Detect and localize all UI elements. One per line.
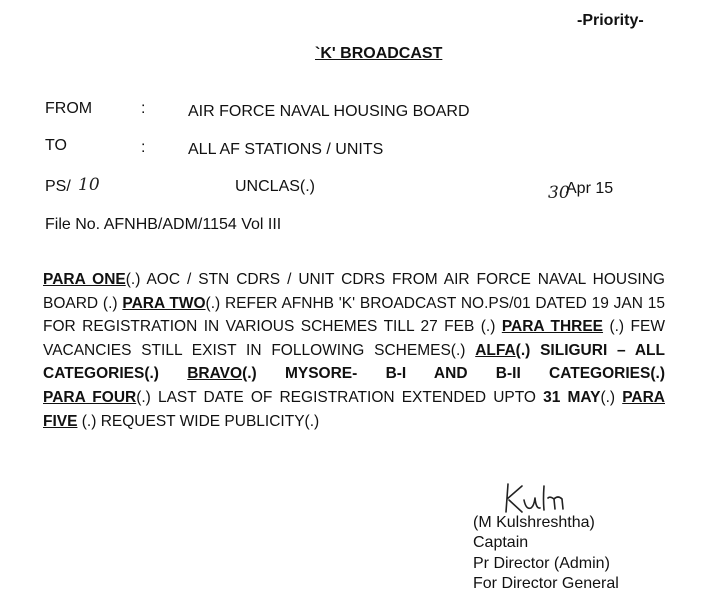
from-value: AIR FORCE NAVAL HOUSING BOARD: [188, 103, 470, 120]
para-two: PARA TWO: [122, 294, 206, 312]
message-body: [43, 268, 665, 433]
priority-label: -Priority-: [577, 12, 644, 29]
body-line-2: BOARD (.) PARA TWO(.) REFER AFNHB 'K' BROADCAST NO.PS/01 DATED 19 JAN 15: [43, 294, 665, 312]
signature-image: [500, 482, 580, 518]
alfa: ALFA: [475, 341, 516, 359]
body-line-5: CATEGORIES(.) BRAVO(.) MYSORE- B-I AND B-II CATEGORIES(.): [43, 365, 665, 383]
para-three: PARA THREE: [501, 318, 604, 336]
body-line-4: VACANCIES STILL EXIST IN FOLLOWING SCHEMES(.) ALFA(.) SILIGURI – ALL: [43, 341, 665, 359]
to-separator: :: [141, 139, 146, 156]
para-four: PARA FOUR: [43, 388, 137, 406]
para-five-a: PARA: [622, 388, 665, 406]
from-label: FROM: [45, 100, 93, 117]
classification: UNCLAS(.): [235, 178, 316, 195]
signatory-name: (M Kulshreshtha): [473, 514, 595, 531]
body-line-7: FIVE (.) REQUEST WIDE PUBLICITY(.): [43, 412, 320, 430]
body-line-1: PARA ONE(.) AOC / STN CDRS / UNIT CDRS FROM AIR FORCE NAVAL HOUSING: [43, 271, 665, 288]
date-month-year: Apr 15: [566, 180, 614, 197]
signatory-rank: Captain: [473, 534, 529, 551]
signatory-designation: Pr Director (Admin): [473, 555, 610, 572]
document-title: `K' BROADCAST: [315, 45, 443, 62]
date-day: 30: [548, 183, 570, 203]
body-line-3: FOR REGISTRATION IN VARIOUS SCHEMES TILL 27 FEB (.) PARA THREE (.) FEW: [43, 318, 665, 336]
to-label: TO: [45, 137, 67, 154]
para-one: PARA ONE: [43, 271, 126, 288]
to-value: ALL AF STATIONS / UNITS: [188, 141, 384, 158]
signatory-on-behalf: For Director General: [473, 575, 619, 592]
bravo: BRAVO: [187, 365, 243, 383]
from-separator: :: [141, 100, 146, 117]
ps-number: 10: [78, 175, 100, 195]
ps-label: PS/: [45, 178, 71, 195]
para-five-b: FIVE: [43, 412, 78, 430]
file-number: File No. AFNHB/ADM/1154 Vol III: [45, 216, 282, 233]
body-line-6: PARA FOUR(.) LAST DATE OF REGISTRATION EXTENDED UPTO 31 MAY(.) PARA: [43, 388, 665, 406]
